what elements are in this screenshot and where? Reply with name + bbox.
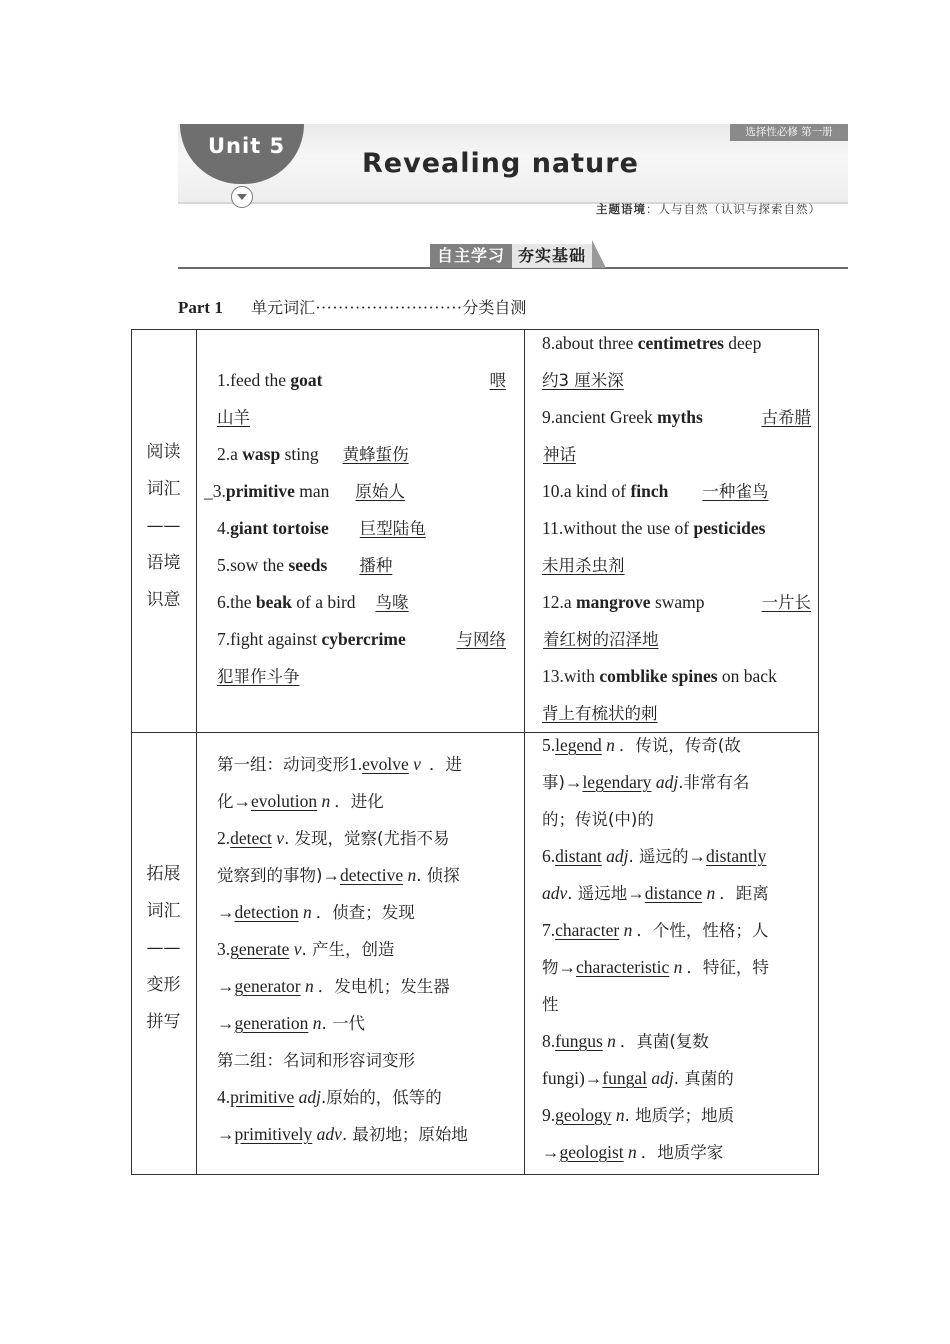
list-item (542, 727, 814, 764)
arrow-icon: → (558, 957, 576, 977)
phrase: sting (280, 444, 319, 464)
theme-line (596, 201, 821, 217)
part-of-speech: n (606, 735, 615, 755)
row2-label (131, 856, 196, 1041)
answer: 一种雀鸟 (702, 482, 769, 501)
keyword: wasp (242, 444, 281, 464)
list-item (204, 399, 506, 436)
answer: fungus (555, 1031, 603, 1051)
meaning: . 产生，创造 (301, 940, 395, 959)
list-item (204, 547, 506, 584)
meaning: 性 (542, 995, 559, 1014)
arrow-icon: → (627, 883, 645, 903)
meaning: 化 (217, 792, 234, 811)
meaning: ．距离 (719, 884, 769, 903)
row2-right-cell (542, 727, 814, 1171)
row1-label (131, 434, 196, 619)
list-item (217, 857, 507, 894)
theme-text: ：人与自然（认识与探索自然） (646, 202, 821, 216)
meaning: . 地质学；地质 (624, 1106, 735, 1125)
phrase: of a bird (291, 592, 356, 612)
list-item (204, 510, 506, 547)
phrase: 5.sow the (217, 555, 289, 575)
meaning: . 一代 (321, 1014, 365, 1033)
theme-label: 主题语境 (596, 202, 646, 216)
list-item (533, 473, 811, 510)
meaning: . 侦探 (416, 866, 460, 885)
list-item (533, 362, 811, 399)
list-item (533, 325, 811, 362)
keyword: finch (630, 481, 669, 501)
item-number: 4. (217, 1087, 231, 1107)
list-item (533, 547, 811, 584)
answer: 古希腊 (761, 408, 811, 427)
phrase: 7.fight against (217, 629, 322, 649)
section-tab-right: 夯实基础 (512, 244, 592, 268)
keyword: goat (290, 370, 323, 390)
meaning: 的；传说(中)的 (542, 810, 654, 829)
part-of-speech: n (303, 902, 312, 922)
label-line: —— (146, 516, 181, 536)
arrow-icon: → (217, 902, 235, 922)
row1-left-cell (204, 362, 506, 695)
phrase: 4. (217, 518, 231, 538)
list-item (542, 912, 814, 949)
part-of-speech: n (706, 883, 716, 903)
keyword: comblike spines (599, 666, 718, 686)
item-number: 7. (542, 920, 556, 940)
label-line: 语境 (146, 553, 181, 573)
list-item (542, 838, 814, 875)
part-of-speech: n (312, 1013, 322, 1033)
answer: 山羊 (217, 408, 250, 427)
answer: geology (555, 1105, 612, 1125)
list-item (204, 584, 506, 621)
answer: detective (339, 865, 404, 885)
label-line: 词汇 (146, 479, 181, 499)
answer: distant (555, 846, 602, 866)
meaning: ．真菌(复数 (619, 1032, 709, 1051)
answer: 着红树的沼泽地 (543, 630, 659, 649)
answer: 犯罪作斗争 (217, 667, 300, 686)
group-heading: 第一组：动词变形 (217, 755, 349, 774)
meaning: . 最初地；原始地 (341, 1125, 468, 1144)
meaning: ．进 (428, 755, 462, 774)
list-item (542, 1060, 814, 1097)
arrow-icon: → (584, 1068, 603, 1088)
answer: distance (644, 883, 703, 903)
label-line: —— (146, 938, 181, 958)
label-line: 拼写 (146, 1012, 181, 1032)
item-number: 5. (542, 735, 556, 755)
table-divider (524, 329, 525, 1175)
answer: 喂 (489, 371, 506, 390)
answer: 背上有梳状的刺 (542, 704, 658, 723)
list-item (533, 436, 811, 473)
keyword: beak (255, 592, 292, 612)
answer: 未用杀虫剂 (542, 556, 625, 575)
list-item (217, 1079, 507, 1116)
arrow-icon: → (322, 865, 340, 885)
part-of-speech: n (304, 976, 314, 996)
answer: legendary (582, 772, 652, 792)
answer: 一片长 (761, 593, 811, 612)
part-of-speech: adv (316, 1124, 342, 1144)
phrase: 11.without the use of (542, 518, 694, 538)
phrase: 1.feed the (217, 370, 291, 390)
meaning: ．侦查；发现 (315, 903, 415, 922)
item-number: 1. (349, 754, 363, 774)
answer: primitively (234, 1124, 313, 1144)
phrase: 8.about three (542, 333, 638, 353)
keyword: centimetres (637, 333, 724, 353)
part-label: Part 1 (178, 298, 223, 317)
answer: character (555, 920, 620, 940)
phrase: man (294, 481, 330, 501)
answer: 神话 (543, 445, 576, 464)
label-line: 识意 (146, 590, 181, 610)
phrase: 2.a (217, 444, 243, 464)
answer: 播种 (359, 556, 393, 575)
item-number: 8. (542, 1031, 556, 1051)
answer: generator (234, 976, 301, 996)
meaning: 事) (542, 773, 565, 792)
list-item (217, 820, 507, 857)
row1-right-cell (533, 325, 811, 732)
list-item (217, 783, 507, 820)
answer: generation (234, 1013, 309, 1033)
part-of-speech: adj (298, 1087, 322, 1107)
keyword: myths (657, 407, 703, 427)
answer: distantly (706, 846, 767, 866)
part-dots: ·························· (315, 298, 463, 317)
list-item (217, 1042, 507, 1079)
keyword: seeds (288, 555, 328, 575)
phrase: 12.a (542, 592, 577, 612)
keyword: cybercrime (321, 629, 406, 649)
plural-form: fungi) (542, 1068, 585, 1088)
answer: evolution (251, 791, 318, 811)
list-item (204, 436, 506, 473)
part-of-speech: n (623, 920, 633, 940)
list-item (542, 764, 814, 801)
list-item (217, 894, 507, 931)
table-divider (196, 329, 197, 1175)
arrow-icon: → (217, 1013, 235, 1033)
part-of-speech: v (293, 939, 302, 959)
answer: legend (555, 735, 602, 755)
unit-label: Unit 5 (208, 134, 286, 158)
list-item (217, 746, 507, 783)
label-line: 阅读 (146, 442, 181, 462)
meaning: ．地质学家 (640, 1143, 724, 1162)
arrow-icon: → (542, 1142, 560, 1162)
answer: geologist (559, 1142, 624, 1162)
row2-left-cell (217, 746, 507, 1153)
chevron-down-icon (231, 186, 253, 208)
answer: 约3 厘米深 (542, 371, 624, 390)
list-item (204, 473, 506, 510)
list-item (533, 658, 811, 695)
phrase: on back (717, 666, 777, 686)
arrow-icon: → (688, 846, 707, 866)
meaning: ．个性，性格；人 (636, 921, 769, 940)
part-of-speech: n (673, 957, 683, 977)
part-of-speech: n (407, 865, 417, 885)
answer: detect (230, 828, 272, 848)
item-number: 6. (542, 846, 556, 866)
phrase: 9.ancient Greek (542, 407, 658, 427)
list-item (204, 658, 506, 695)
part-of-speech: adj (651, 1068, 674, 1088)
meaning: ．传说，传奇(故 (618, 736, 741, 755)
item-number: 9. (542, 1105, 556, 1125)
part-of-speech: n (628, 1142, 637, 1162)
meaning: ．进化 (334, 792, 384, 811)
arrow-icon: → (217, 976, 235, 996)
list-item (533, 621, 811, 658)
underscore-mark: _ (204, 481, 213, 501)
meaning: . 真菌的 (673, 1069, 734, 1088)
part-of-speech: adj (655, 772, 679, 792)
answer: detection (234, 902, 299, 922)
answer: 与网络 (456, 630, 506, 649)
list-item (542, 949, 814, 986)
part-of-speech: v (413, 754, 421, 774)
part-of-speech: n (607, 1031, 616, 1051)
item-number: 3. (217, 939, 231, 959)
part-of-speech: v (276, 828, 285, 848)
answer: primitive (230, 1087, 295, 1107)
answer: generate (230, 939, 290, 959)
phrase: 6.the (217, 592, 256, 612)
arrow-icon: → (217, 1124, 235, 1144)
group-heading: 第二组：名词和形容词变形 (217, 1051, 415, 1070)
keyword: pesticides (693, 518, 766, 538)
label-line: 变形 (146, 975, 181, 995)
page-title: Revealing nature (362, 148, 639, 179)
phrase: swamp (650, 592, 705, 612)
keyword: giant tortoise (230, 518, 329, 538)
answer: 黄蜂蜇伤 (342, 445, 409, 464)
part-of-speech: n (321, 791, 331, 811)
meaning: .非常有名 (678, 773, 750, 792)
phrase: 10.a kind of (542, 481, 631, 501)
part-of-speech: adj (606, 846, 629, 866)
arrow-icon: → (564, 772, 583, 792)
book-tag: 选择性必修 第一册 (730, 124, 848, 141)
meaning: . 遥远地 (567, 884, 628, 903)
list-item (542, 801, 814, 838)
arrow-icon: → (233, 791, 251, 811)
part-of-speech: n (615, 1105, 625, 1125)
list-item (204, 621, 506, 658)
part-suffix: 分类自测 (462, 298, 527, 317)
answer: fungal (602, 1068, 647, 1088)
phrase: deep (723, 333, 762, 353)
meaning: ．发电机；发生器 (317, 977, 450, 996)
list-item (542, 986, 814, 1023)
list-item (204, 362, 506, 399)
answer: 鸟喙 (375, 593, 409, 612)
list-item (533, 510, 811, 547)
meaning: . 遥远的 (628, 847, 689, 866)
phrase: 3. (212, 481, 226, 501)
list-item (533, 399, 811, 436)
list-item (533, 584, 811, 621)
meaning: 物 (542, 958, 559, 977)
list-item (217, 968, 507, 1005)
label-line: 词汇 (146, 901, 181, 921)
list-item (217, 1116, 507, 1153)
meaning: .原始的，低等的 (321, 1088, 442, 1107)
meaning: . 发现，觉察(尤指不易 (284, 829, 450, 848)
part-heading (178, 295, 526, 318)
item-number: 2. (217, 828, 231, 848)
answer: 巨型陆龟 (359, 519, 426, 538)
list-item (542, 1134, 814, 1171)
list-item (217, 1005, 507, 1042)
answer: characteristic (576, 957, 670, 977)
list-item (542, 1023, 814, 1060)
label-line: 拓展 (146, 864, 181, 884)
part-of-speech: adv (542, 883, 568, 903)
answer: evolve (362, 754, 409, 774)
keyword: mangrove (576, 592, 651, 612)
meaning: 觉察到的事物) (217, 866, 323, 885)
list-item (542, 1097, 814, 1134)
section-tab-left: 自主学习 (430, 244, 512, 268)
phrase: 13.with (542, 666, 600, 686)
meaning: ．特征，特 (686, 958, 769, 977)
tab-flag-decoration (592, 240, 606, 268)
part-name: 单元词汇 (251, 298, 316, 317)
list-item (542, 875, 814, 912)
keyword: primitive (225, 481, 295, 501)
list-item (217, 931, 507, 968)
answer: 原始人 (355, 482, 405, 501)
